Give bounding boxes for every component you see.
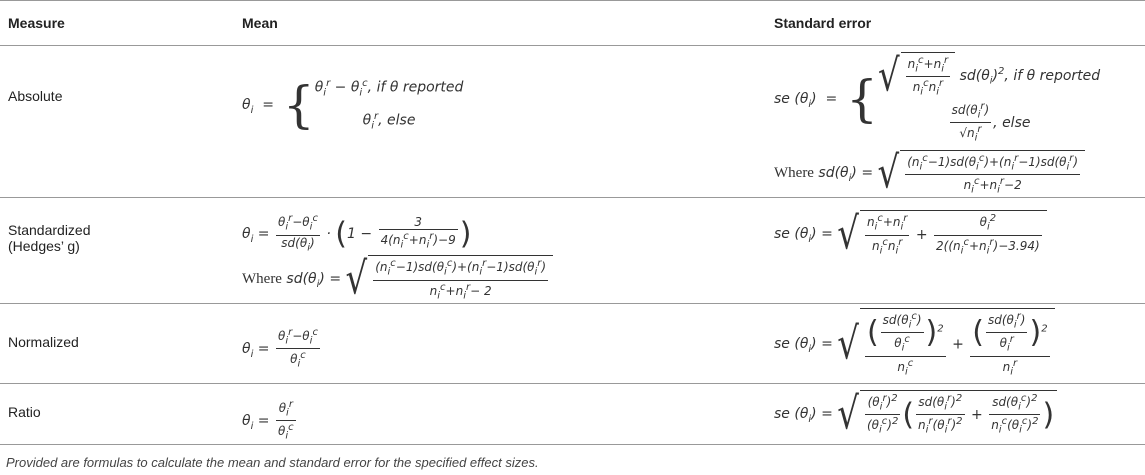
- formula-ratio-se: se $(\theta_i)$ = √ $\frac{(\theta_i^r)^2}{(\theta_i^c)^2}$ ( $\frac{sd(\theta_i^r)^2}{n_i^r(\theta_i^r)^2}$ + $\frac{sd(\theta_i^c)^2}{n_i^c(\theta_i^c)^2}$ ): [774, 406, 1057, 422]
- se-cell: [766, 198, 1145, 304]
- formula-standardized-mean: $\theta_i$ = $\frac{\theta_i^r-\theta_i^c}{sd(\theta_i)}$ · (1 − $\frac{3}{4(n_i^c+n_i^r)-9}$ ): [242, 213, 472, 254]
- measure-label: Standardized: [8, 222, 91, 239]
- formula-normalized-mean: $\theta_i$ = $\frac{\theta_i^r-\theta_i^c}{\theta_i^c}$: [242, 326, 318, 370]
- mean-cell: [234, 303, 766, 383]
- measure-label: Absolute: [8, 88, 63, 104]
- mean-cell: [234, 383, 766, 444]
- measure-label: Normalized: [8, 333, 79, 350]
- formula-absolute-mean: $\theta_i$ = { $\theta_i^r - \theta_i^c$, if θ reported $\theta_i^r$, else: [242, 76, 464, 135]
- table-caption: Provided are formulas to calculate the mean and standard error for the specified effect sizes.: [6, 455, 539, 470]
- where-label: Where: [242, 271, 282, 288]
- measure-cell: [0, 383, 234, 444]
- formula-standardized-se: se $(\theta_i)$ = √ $\frac{n_i^c+n_i^r}{n_i^cn_i^r}$ + $\frac{\theta_i^2}{2((n_i^c+n_i^r)-3.94)}$: [774, 226, 1047, 242]
- measure-cell: [0, 198, 234, 304]
- header-mean: Mean: [234, 1, 766, 46]
- measure-sublabel: (Hedges’ g): [8, 238, 80, 255]
- measure-cell: [0, 46, 234, 198]
- se-cell: [766, 303, 1145, 383]
- header-measure: Measure: [0, 1, 234, 46]
- se-cell: [766, 46, 1145, 198]
- cond-text: , else: [993, 114, 1031, 131]
- measure-cell: [0, 303, 234, 383]
- formula-normalized-se: se $(\theta_i)$ = √ ( $\frac{sd(\theta_i^c)}{\theta_i^c}$ )$^2$ $n_i^c$ + ( $\frac{sd(\theta_i^r)}{\theta_i^r}$ )$^2$ $n_i^r$: [774, 336, 1055, 352]
- header-row: [0, 1, 1145, 46]
- mean-cell: [234, 198, 766, 304]
- cond-text: , if θ reported: [1004, 67, 1101, 84]
- header-standard-error: Standard error: [766, 1, 1145, 46]
- se-cell: [766, 383, 1145, 444]
- formula-standardized-where: Where $sd(\theta_i)$ = √ $\frac{(n_i^c-1)sd(\theta_i^c)+(n_i^r-1)sd(\theta_i^r)}{n_i^c+n_i^r- 2}$: [242, 271, 553, 287]
- measure-label: Ratio: [8, 403, 41, 420]
- formula-ratio-mean: $\theta_i$ = $\frac{\theta_i^r}{\theta_i^c}$: [242, 398, 294, 442]
- formula-absolute-where: Where $sd(\theta_i)$ = √ $\frac{(n_i^c-1)sd(\theta_i^c)+(n_i^r-1)sd(\theta_i^r)}{n_i^c+n_i^r-2}$: [774, 165, 1085, 181]
- table-row: [0, 198, 1145, 304]
- table-row: [0, 383, 1145, 444]
- mean-cell: [234, 46, 766, 198]
- where-label: Where: [774, 165, 814, 182]
- table-row: [0, 303, 1145, 383]
- formula-absolute-se: se $(\theta_i)$ = { √ $\frac{n_i^c+n_i^r}{n_i^cn_i^r}$ $sd(\theta_i)^2$, if θ reported $\frac{sd(\theta_i^r)}{√n_i^r}$ , else: [774, 49, 1101, 144]
- table-row: [0, 46, 1145, 198]
- cond-text: , if θ reported: [367, 79, 464, 96]
- cond-text: , else: [378, 113, 416, 130]
